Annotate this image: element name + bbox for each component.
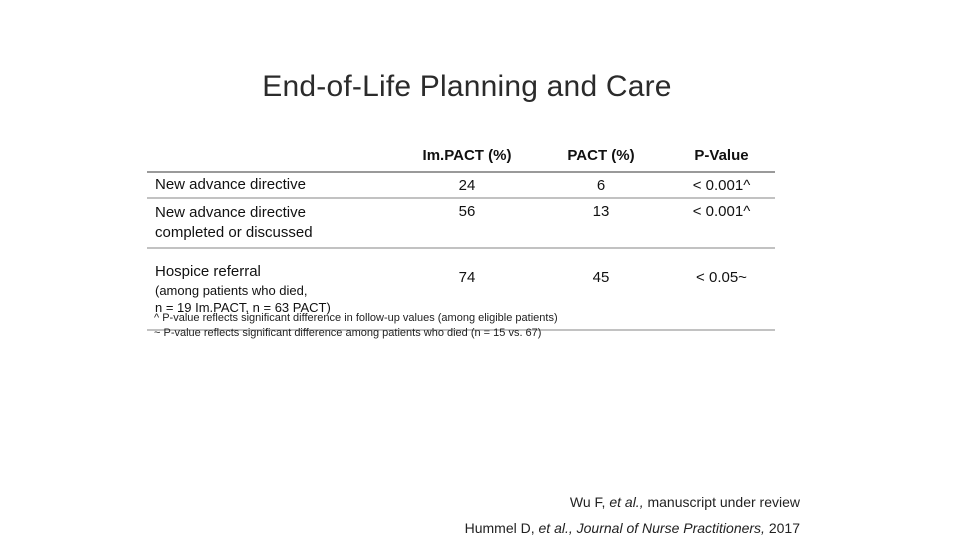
header-impact: Im.PACT (%) [422, 147, 512, 164]
citation [465, 515, 800, 541]
pact-value: 45 [592, 269, 610, 286]
slide-title: End-of-Life Planning and Care [262, 70, 672, 103]
row-sublabel: n = 19 Im.PACT, n = 63 PACT) [155, 300, 331, 315]
row-label-text: New advance directive [155, 176, 306, 193]
citation-etal: et al., [609, 494, 644, 510]
header-outcome [147, 140, 400, 172]
row-sublabel: (among patients who died, [155, 283, 308, 298]
table-row [147, 172, 775, 198]
pact-value: 6 [596, 176, 606, 194]
citation-journal: Journal of Nurse Practitioners, [576, 520, 765, 536]
p-value: < 0.001^ [692, 203, 751, 220]
table [147, 140, 775, 331]
impact-value: 56 [458, 203, 476, 220]
footnote: ~ P-value reflects significant difference among patients who died (n = 15 vs. 67) [154, 327, 542, 339]
p-value: < 0.001^ [692, 176, 751, 194]
row-label-text: Hospice referral [155, 263, 261, 280]
row-label [147, 172, 400, 198]
header-pvalue: P-Value [694, 147, 749, 164]
header-pact: PACT (%) [567, 147, 635, 164]
footnote: ^ P-value reflects significant difference in follow-up values (among eligible patients) [154, 312, 558, 324]
citation-author: Hummel D, [464, 520, 539, 536]
p-value: < 0.05~ [696, 269, 747, 286]
row-label-text: New advance directive [155, 204, 306, 221]
citation-etal: et al., [538, 520, 573, 536]
row-label-text-line2: completed or discussed [155, 224, 313, 241]
pact-value: 13 [592, 203, 610, 220]
footnotes [154, 311, 558, 341]
citation [465, 489, 800, 515]
results-table [147, 140, 775, 331]
citation-rest: manuscript under review [643, 494, 800, 510]
citations [465, 489, 800, 541]
impact-value: 24 [458, 176, 476, 194]
citation-year: 2017 [764, 520, 800, 536]
table-row [147, 198, 775, 248]
impact-value: 74 [458, 269, 476, 286]
citation-author: Wu F, [569, 494, 610, 510]
table-header-row [147, 140, 775, 172]
row-label [147, 198, 400, 248]
